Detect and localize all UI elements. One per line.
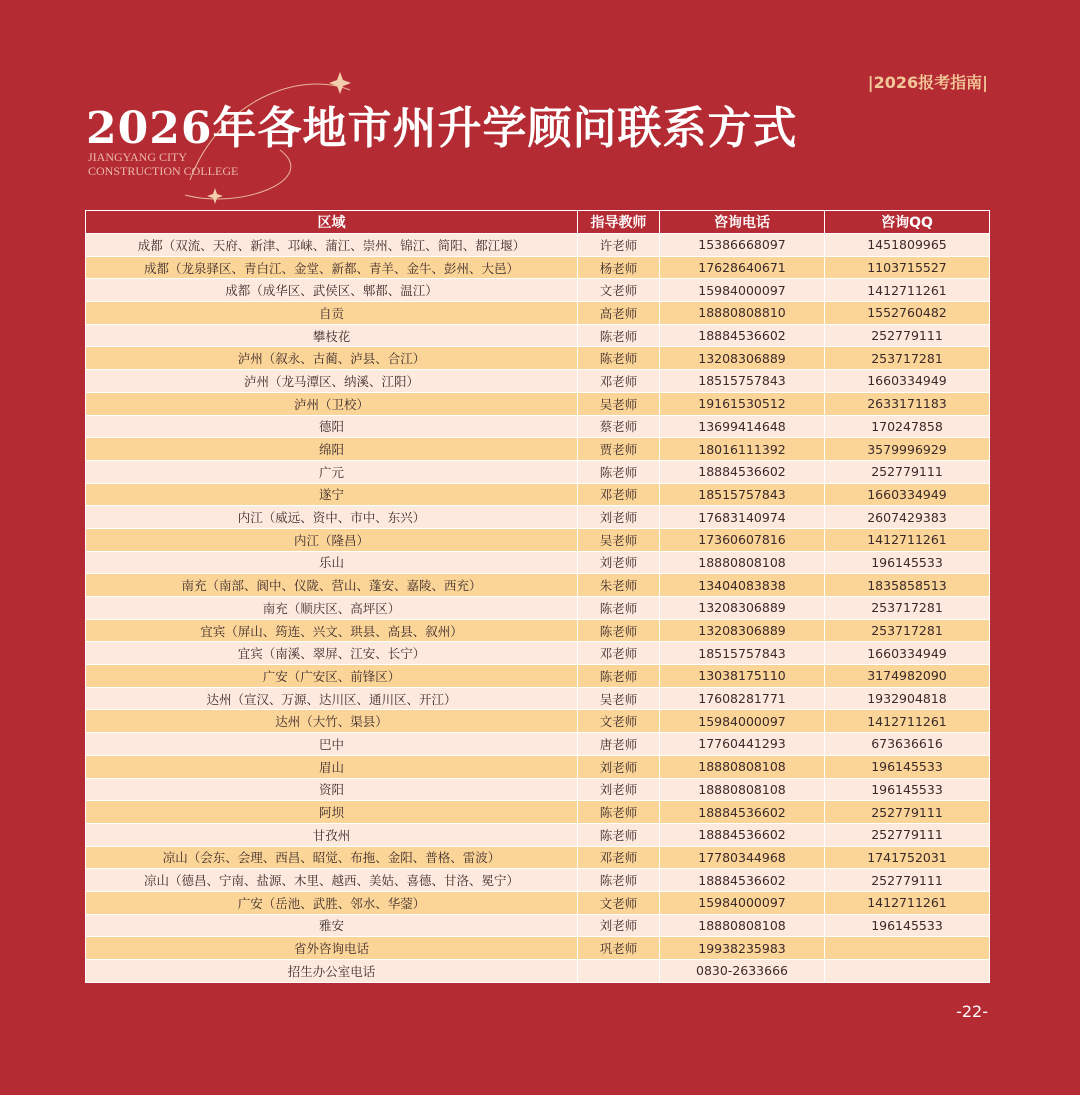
phone-cell: 15984000097 — [660, 710, 825, 733]
phone-cell: 13038175110 — [660, 665, 825, 688]
table-row — [86, 438, 990, 461]
teacher-cell: 唐老师 — [578, 733, 660, 756]
phone-cell: 18884536602 — [660, 460, 825, 483]
qq-cell: 196145533 — [825, 778, 990, 801]
table-row — [86, 460, 990, 483]
phone-cell: 0830-2633666 — [660, 960, 825, 983]
qq-cell: 1451809965 — [825, 234, 990, 257]
teacher-cell: 吴老师 — [578, 687, 660, 710]
region-cell: 德阳 — [86, 415, 578, 438]
phone-cell: 18884536602 — [660, 869, 825, 892]
qq-cell: 2633171183 — [825, 392, 990, 415]
phone-cell: 17360607816 — [660, 528, 825, 551]
table-row — [86, 778, 990, 801]
teacher-cell: 陈老师 — [578, 460, 660, 483]
teacher-cell: 朱老师 — [578, 574, 660, 597]
phone-cell: 13404083838 — [660, 574, 825, 597]
qq-cell: 196145533 — [825, 914, 990, 937]
qq-cell: 170247858 — [825, 415, 990, 438]
table-row — [86, 755, 990, 778]
table-row — [86, 415, 990, 438]
phone-cell: 15984000097 — [660, 279, 825, 302]
qq-cell: 1660334949 — [825, 370, 990, 393]
table-row — [86, 823, 990, 846]
qq-cell: 1741752031 — [825, 846, 990, 869]
qq-cell — [825, 960, 990, 983]
phone-cell: 13208306889 — [660, 597, 825, 620]
teacher-cell: 邓老师 — [578, 642, 660, 665]
phone-cell: 18880808108 — [660, 551, 825, 574]
phone-cell: 19938235983 — [660, 937, 825, 960]
region-cell: 绵阳 — [86, 438, 578, 461]
region-cell: 雅安 — [86, 914, 578, 937]
region-cell: 广元 — [86, 460, 578, 483]
qq-cell: 1660334949 — [825, 483, 990, 506]
table-row — [86, 642, 990, 665]
qq-cell: 252779111 — [825, 823, 990, 846]
phone-cell: 18884536602 — [660, 801, 825, 824]
qq-cell: 673636616 — [825, 733, 990, 756]
phone-cell: 18880808108 — [660, 778, 825, 801]
teacher-cell — [578, 960, 660, 983]
region-cell: 广安（广安区、前锋区） — [86, 665, 578, 688]
region-cell: 成都（龙泉驿区、青白江、金堂、新都、青羊、金牛、彭州、大邑） — [86, 256, 578, 279]
teacher-cell: 高老师 — [578, 302, 660, 325]
table-row — [86, 687, 990, 710]
region-cell: 乐山 — [86, 551, 578, 574]
college-name-line1: JIANGYANG CITY — [88, 150, 187, 164]
qq-cell: 1412711261 — [825, 891, 990, 914]
guide-tag: |2026报考指南| — [867, 73, 988, 92]
region-cell: 南充（南部、阆中、仪陇、营山、蓬安、嘉陵、西充） — [86, 574, 578, 597]
teacher-cell: 陈老师 — [578, 801, 660, 824]
qq-cell: 252779111 — [825, 869, 990, 892]
table-row — [86, 665, 990, 688]
table-header-row — [86, 211, 990, 234]
region-cell: 甘孜州 — [86, 823, 578, 846]
phone-cell: 13699414648 — [660, 415, 825, 438]
teacher-cell: 陈老师 — [578, 869, 660, 892]
table-row — [86, 506, 990, 529]
table-row — [86, 528, 990, 551]
region-cell: 凉山（德昌、宁南、盐源、木里、越西、美姑、喜德、甘洛、冕宁） — [86, 869, 578, 892]
phone-cell: 18880808810 — [660, 302, 825, 325]
phone-cell: 18515757843 — [660, 642, 825, 665]
phone-cell: 18884536602 — [660, 324, 825, 347]
teacher-cell: 陈老师 — [578, 324, 660, 347]
qq-cell: 252779111 — [825, 801, 990, 824]
table-body — [86, 234, 990, 983]
qq-cell: 1660334949 — [825, 642, 990, 665]
table-row — [86, 710, 990, 733]
table-row — [86, 846, 990, 869]
phone-cell: 15386668097 — [660, 234, 825, 257]
phone-cell: 19161530512 — [660, 392, 825, 415]
table-row — [86, 801, 990, 824]
region-cell: 遂宁 — [86, 483, 578, 506]
phone-cell: 18880808108 — [660, 914, 825, 937]
phone-cell: 17683140974 — [660, 506, 825, 529]
region-cell: 泸州（卫校） — [86, 392, 578, 415]
qq-cell: 1932904818 — [825, 687, 990, 710]
region-cell: 自贡 — [86, 302, 578, 325]
table-row — [86, 279, 990, 302]
qq-cell: 3174982090 — [825, 665, 990, 688]
teacher-cell: 吴老师 — [578, 528, 660, 551]
table-row — [86, 392, 990, 415]
teacher-cell: 许老师 — [578, 234, 660, 257]
region-cell: 凉山（会东、会理、西昌、昭觉、布拖、金阳、普格、雷波） — [86, 846, 578, 869]
header-teacher: 指导教师 — [578, 211, 660, 234]
teacher-cell: 陈老师 — [578, 619, 660, 642]
phone-cell: 13208306889 — [660, 619, 825, 642]
qq-cell: 2607429383 — [825, 506, 990, 529]
region-cell: 宜宾（南溪、翠屏、江安、长宁） — [86, 642, 578, 665]
region-cell: 巴中 — [86, 733, 578, 756]
table-row — [86, 256, 990, 279]
teacher-cell: 刘老师 — [578, 506, 660, 529]
teacher-cell: 文老师 — [578, 891, 660, 914]
region-cell: 广安（岳池、武胜、邻水、华蓥） — [86, 891, 578, 914]
header-qq: 咨询QQ — [825, 211, 990, 234]
teacher-cell: 杨老师 — [578, 256, 660, 279]
phone-cell: 18515757843 — [660, 483, 825, 506]
table-row — [86, 574, 990, 597]
phone-cell: 15984000097 — [660, 891, 825, 914]
region-cell: 阿坝 — [86, 801, 578, 824]
qq-cell: 1103715527 — [825, 256, 990, 279]
region-cell: 泸州（龙马潭区、纳溪、江阳） — [86, 370, 578, 393]
region-cell: 招生办公室电话 — [86, 960, 578, 983]
table-row — [86, 324, 990, 347]
phone-cell: 17608281771 — [660, 687, 825, 710]
region-cell: 达州（大竹、渠县） — [86, 710, 578, 733]
teacher-cell: 陈老师 — [578, 823, 660, 846]
teacher-cell: 邓老师 — [578, 483, 660, 506]
page-title: 2026年各地市州升学顾问联系方式 — [86, 103, 798, 154]
table-row — [86, 551, 990, 574]
qq-cell: 1412711261 — [825, 528, 990, 551]
teacher-cell: 刘老师 — [578, 778, 660, 801]
page-number: -22- — [956, 1002, 988, 1021]
region-cell: 眉山 — [86, 755, 578, 778]
phone-cell: 17628640671 — [660, 256, 825, 279]
college-name — [88, 150, 238, 178]
table-row — [86, 733, 990, 756]
table-row — [86, 914, 990, 937]
teacher-cell: 文老师 — [578, 279, 660, 302]
table-row — [86, 347, 990, 370]
teacher-cell: 贾老师 — [578, 438, 660, 461]
teacher-cell: 刘老师 — [578, 914, 660, 937]
header-region: 区域 — [86, 211, 578, 234]
teacher-cell: 刘老师 — [578, 755, 660, 778]
phone-cell: 18880808108 — [660, 755, 825, 778]
table-row — [86, 891, 990, 914]
region-cell: 内江（隆昌） — [86, 528, 578, 551]
phone-cell: 18016111392 — [660, 438, 825, 461]
table-row — [86, 869, 990, 892]
teacher-cell: 陈老师 — [578, 597, 660, 620]
teacher-cell: 文老师 — [578, 710, 660, 733]
qq-cell: 252779111 — [825, 324, 990, 347]
table-row — [86, 619, 990, 642]
table-row — [86, 937, 990, 960]
qq-cell: 253717281 — [825, 597, 990, 620]
phone-cell: 17780344968 — [660, 846, 825, 869]
phone-cell: 17760441293 — [660, 733, 825, 756]
qq-cell: 253717281 — [825, 619, 990, 642]
table-row — [86, 483, 990, 506]
qq-cell: 1412711261 — [825, 710, 990, 733]
teacher-cell: 邓老师 — [578, 846, 660, 869]
teacher-cell: 陈老师 — [578, 665, 660, 688]
region-cell: 内江（威远、资中、市中、东兴） — [86, 506, 578, 529]
phone-cell: 13208306889 — [660, 347, 825, 370]
qq-cell — [825, 937, 990, 960]
table-row — [86, 960, 990, 983]
region-cell: 达州（宣汉、万源、达川区、通川区、开江） — [86, 687, 578, 710]
region-cell: 攀枝花 — [86, 324, 578, 347]
phone-cell: 18515757843 — [660, 370, 825, 393]
qq-cell: 1552760482 — [825, 302, 990, 325]
qq-cell: 252779111 — [825, 460, 990, 483]
qq-cell: 253717281 — [825, 347, 990, 370]
table-row — [86, 370, 990, 393]
table-row — [86, 234, 990, 257]
college-name-line2: CONSTRUCTION COLLEGE — [88, 164, 239, 178]
header-phone: 咨询电话 — [660, 211, 825, 234]
region-cell: 省外咨询电话 — [86, 937, 578, 960]
qq-cell: 1412711261 — [825, 279, 990, 302]
region-cell: 成都（双流、天府、新津、邛崃、蒲江、崇州、锦江、简阳、都江堰） — [86, 234, 578, 257]
contacts-table — [85, 210, 990, 983]
teacher-cell: 吴老师 — [578, 392, 660, 415]
table-row — [86, 302, 990, 325]
phone-cell: 18884536602 — [660, 823, 825, 846]
region-cell: 成都（成华区、武侯区、郫都、温江） — [86, 279, 578, 302]
region-cell: 南充（顺庆区、高坪区） — [86, 597, 578, 620]
region-cell: 资阳 — [86, 778, 578, 801]
teacher-cell: 刘老师 — [578, 551, 660, 574]
qq-cell: 3579996929 — [825, 438, 990, 461]
region-cell: 泸州（叙永、古蔺、泸县、合江） — [86, 347, 578, 370]
qq-cell: 196145533 — [825, 551, 990, 574]
contacts-table-wrapper — [85, 210, 989, 983]
table-row — [86, 597, 990, 620]
qq-cell: 196145533 — [825, 755, 990, 778]
qq-cell: 1835858513 — [825, 574, 990, 597]
teacher-cell: 邓老师 — [578, 370, 660, 393]
teacher-cell: 陈老师 — [578, 347, 660, 370]
teacher-cell: 蔡老师 — [578, 415, 660, 438]
teacher-cell: 巩老师 — [578, 937, 660, 960]
region-cell: 宜宾（屏山、筠连、兴文、珙县、高县、叙州） — [86, 619, 578, 642]
